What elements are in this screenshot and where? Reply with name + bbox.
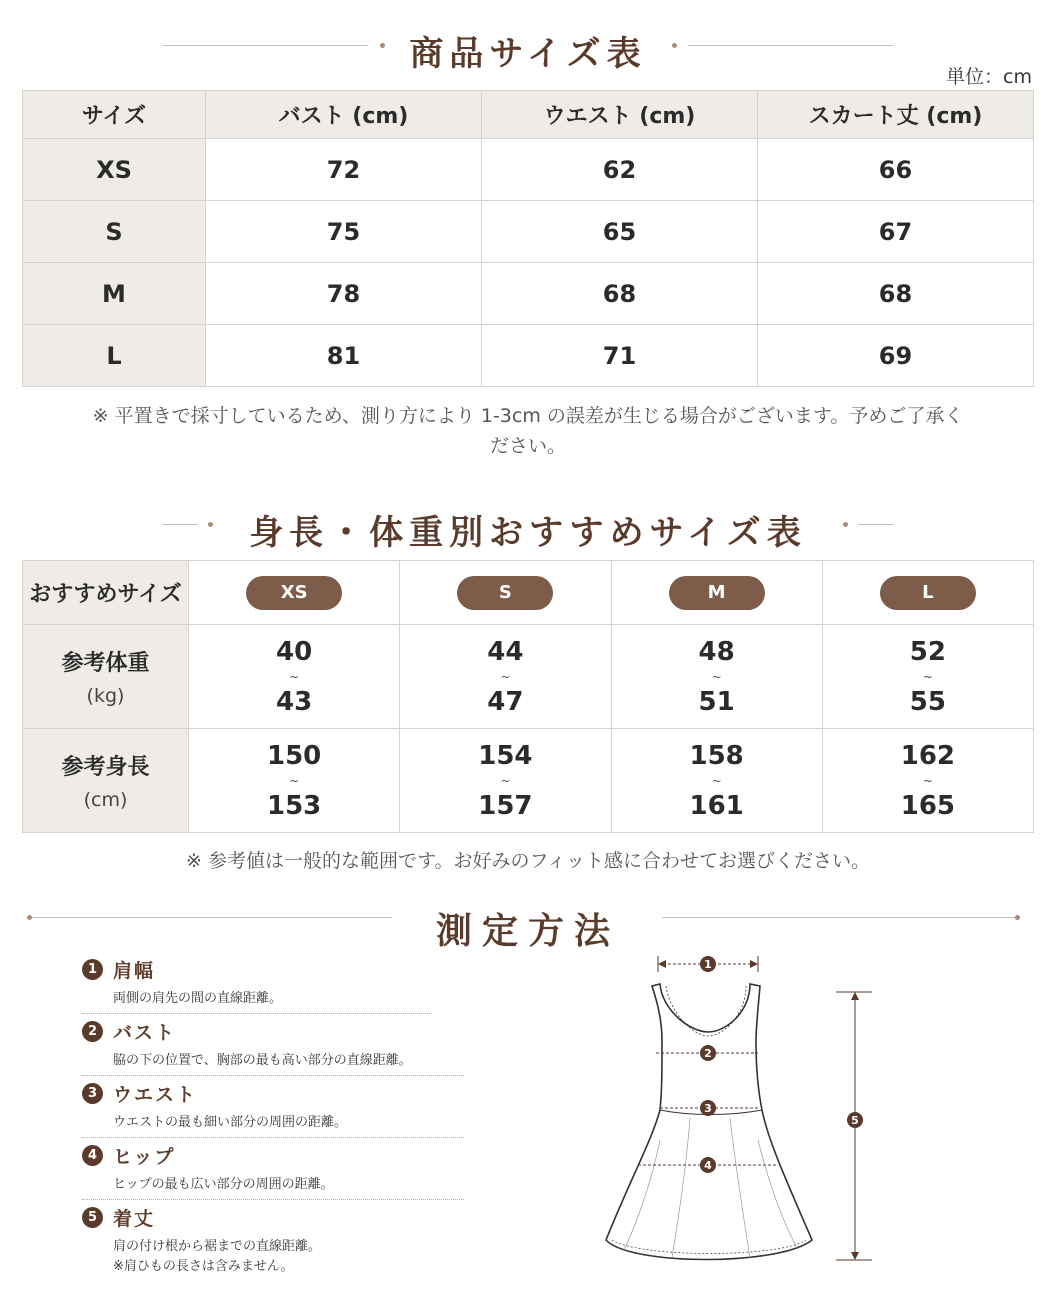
weight-max: 51 xyxy=(698,686,735,717)
measure-desc xyxy=(113,1237,464,1277)
cell-waist: 62 xyxy=(482,139,758,201)
weight-min: 40 xyxy=(276,636,313,667)
number-badge: 1 xyxy=(82,959,103,980)
measure-desc: 両側の肩先の間の直線距離。 xyxy=(113,991,283,1006)
size-pill-cell xyxy=(189,561,400,625)
height-min: 158 xyxy=(689,740,744,771)
list-item xyxy=(82,952,432,1014)
tilde: ~ xyxy=(289,773,300,788)
number-badge: 3 xyxy=(82,1083,103,1104)
measure-desc: ヒップの最も広い部分の周囲の距離。 xyxy=(113,1177,334,1192)
height-range xyxy=(400,729,611,833)
cell-waist: 71 xyxy=(482,325,758,387)
cell-skirt: 69 xyxy=(758,325,1034,387)
tilde: ~ xyxy=(711,773,722,788)
header-size: サイズ xyxy=(23,91,206,139)
cell-bust: 81 xyxy=(206,325,482,387)
list-item xyxy=(82,1014,464,1076)
size-chart-note xyxy=(40,401,1016,461)
title-rule-right xyxy=(858,524,893,525)
header-waist: ウエスト (cm) xyxy=(482,91,758,139)
table-row xyxy=(23,139,1034,201)
row-size: XS xyxy=(23,139,206,201)
recommend-header-label: おすすめサイズ xyxy=(23,561,189,625)
size-chart-note-line2: ださい。 xyxy=(489,435,566,457)
measure-desc: ウエストの最も細い部分の周囲の距離。 xyxy=(113,1115,348,1130)
measure-title-wrap xyxy=(0,903,1056,954)
size-pill-l: L xyxy=(880,576,976,610)
cell-bust: 72 xyxy=(206,139,482,201)
number-badge: 2 xyxy=(82,1021,103,1042)
measure-name: バスト xyxy=(113,1022,177,1044)
marker-4: 4 xyxy=(704,1159,712,1172)
measure-name: 着丈 xyxy=(113,1208,156,1230)
height-unit: (cm) xyxy=(83,789,128,811)
tilde: ~ xyxy=(500,669,511,684)
list-item xyxy=(82,1200,464,1280)
measure-desc-line2: ※肩ひもの長さは含みません。 xyxy=(113,1259,294,1274)
marker-2: 2 xyxy=(704,1047,712,1060)
size-chart-table xyxy=(22,90,1034,387)
weight-min: 44 xyxy=(487,636,524,667)
table-row xyxy=(23,201,1034,263)
weight-label-cell xyxy=(23,625,189,729)
dress-outline xyxy=(606,984,812,1260)
measure-desc-line1: 肩の付け根から裾までの直線距離。 xyxy=(113,1239,322,1254)
recommend-title-wrap xyxy=(0,505,1056,554)
height-max: 165 xyxy=(900,790,956,821)
title-rule-right xyxy=(662,917,1018,918)
marker-5: 5 xyxy=(851,1114,859,1127)
weight-range xyxy=(400,625,611,729)
title-dot xyxy=(672,43,677,48)
measure-desc: 脇の下の位置で、胸部の最も高い部分の直線距離。 xyxy=(113,1053,412,1068)
tilde: ~ xyxy=(922,773,933,788)
size-chart-title: 商品サイズ表 xyxy=(409,34,647,74)
height-max: 161 xyxy=(689,790,744,821)
tilde: ~ xyxy=(711,669,722,684)
recommend-title: 身長・体重別おすすめサイズ表 xyxy=(249,513,807,553)
cell-skirt: 67 xyxy=(758,201,1034,263)
fold xyxy=(730,1118,750,1258)
height-max: 157 xyxy=(478,790,533,821)
size-chart-title-wrap xyxy=(0,26,1056,75)
height-label-cell xyxy=(23,729,189,833)
row-size: S xyxy=(23,201,206,263)
fold xyxy=(672,1118,690,1258)
cell-waist: 65 xyxy=(482,201,758,263)
weight-max: 47 xyxy=(487,686,524,717)
height-range xyxy=(189,729,400,833)
weight-min: 48 xyxy=(698,636,735,667)
marker-3: 3 xyxy=(704,1102,712,1115)
tilde: ~ xyxy=(922,669,933,684)
cell-waist: 68 xyxy=(482,263,758,325)
size-pill-cell xyxy=(400,561,611,625)
cell-bust: 78 xyxy=(206,263,482,325)
weight-unit: (kg) xyxy=(86,685,125,707)
list-item xyxy=(82,1076,464,1138)
row-size: L xyxy=(23,325,206,387)
measure-list xyxy=(82,952,464,1280)
weight-max: 55 xyxy=(909,686,946,717)
measure-title: 測定方法 xyxy=(435,910,620,952)
measure-name: ウエスト xyxy=(113,1084,198,1106)
title-dot xyxy=(1015,915,1020,920)
weight-range xyxy=(822,625,1033,729)
table-row xyxy=(23,263,1034,325)
measure-name: ヒップ xyxy=(113,1146,176,1168)
height-row xyxy=(23,729,1034,833)
height-max: 153 xyxy=(266,790,322,821)
height-min: 150 xyxy=(266,740,322,771)
weight-row xyxy=(23,625,1034,729)
neckline-stitch xyxy=(666,986,746,1036)
weight-label: 参考体重 xyxy=(61,651,150,676)
weight-min: 52 xyxy=(909,636,946,667)
hem-stitch xyxy=(612,1240,806,1254)
weight-range xyxy=(189,625,400,729)
tilde: ~ xyxy=(500,773,511,788)
cell-skirt: 66 xyxy=(758,139,1034,201)
size-pill-s: S xyxy=(457,576,553,610)
height-min: 162 xyxy=(900,740,956,771)
size-pill-cell xyxy=(822,561,1033,625)
tilde: ~ xyxy=(289,669,300,684)
title-dot xyxy=(843,522,848,527)
height-label: 参考身長 xyxy=(61,755,150,780)
size-pill-cell xyxy=(611,561,822,625)
arrow-head xyxy=(851,992,859,1000)
arrow-head xyxy=(851,1252,859,1260)
marker-1: 1 xyxy=(704,958,712,971)
header-bust: バスト (cm) xyxy=(206,91,482,139)
arrow-head xyxy=(658,960,666,968)
table-header-row xyxy=(23,91,1034,139)
number-badge: 5 xyxy=(82,1207,103,1228)
size-chart-note-line1: ※ 平置きで採寸しているため、測り方により 1-3cm の誤差が生じる場合がございます。予めご了承く xyxy=(92,405,964,427)
row-size: M xyxy=(23,263,206,325)
size-pill-m: M xyxy=(669,576,765,610)
cell-skirt: 68 xyxy=(758,263,1034,325)
table-row xyxy=(23,325,1034,387)
recommend-header-row xyxy=(23,561,1034,625)
arrow-head xyxy=(750,960,758,968)
header-skirt-length: スカート丈 (cm) xyxy=(758,91,1034,139)
number-badge: 4 xyxy=(82,1145,103,1166)
list-item xyxy=(82,1138,464,1200)
height-range xyxy=(611,729,822,833)
recommend-note: ※ 参考値は一般的な範囲です。お好みのフィット感に合わせてお選びください。 xyxy=(186,850,870,872)
weight-range xyxy=(611,625,822,729)
weight-max: 43 xyxy=(276,686,313,717)
dress-diagram xyxy=(590,940,890,1280)
height-min: 154 xyxy=(478,740,533,771)
recommend-table xyxy=(22,560,1034,833)
height-range xyxy=(822,729,1033,833)
title-rule-right xyxy=(688,45,893,46)
size-pill-xs: XS xyxy=(246,576,342,610)
measure-name: 肩幅 xyxy=(113,960,156,982)
cell-bust: 75 xyxy=(206,201,482,263)
unit-label: 単位：cm xyxy=(946,66,1032,88)
